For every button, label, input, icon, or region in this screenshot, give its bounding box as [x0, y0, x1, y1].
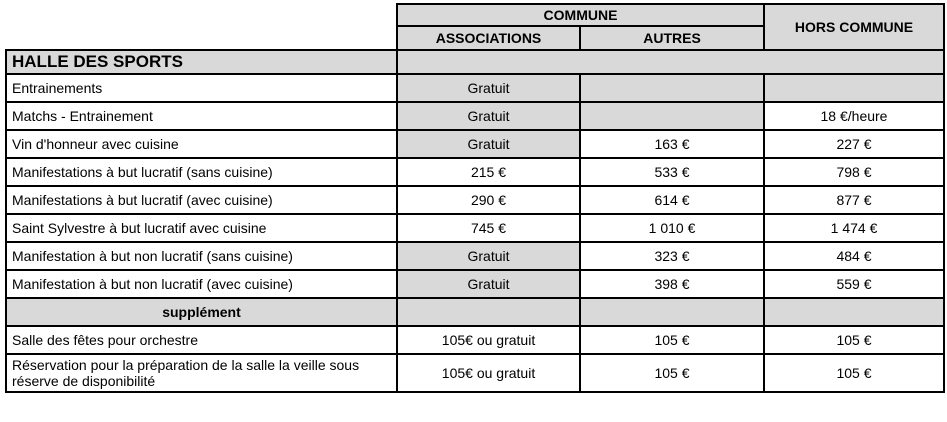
- table-row: [6, 326, 944, 354]
- cell-associations: Gratuit: [397, 270, 580, 298]
- cell-autres: 323 €: [580, 242, 764, 270]
- supplement-filler: [397, 298, 580, 326]
- cell-hors-commune: 559 €: [764, 270, 944, 298]
- row-label: Réservation pour la préparation de la salle la veille sous réserve de disponibilité: [6, 354, 397, 392]
- cell-autres: 614 €: [580, 186, 764, 214]
- row-label: Matchs - Entrainement: [6, 102, 397, 130]
- header-row-1: [6, 4, 944, 26]
- cell-associations: 215 €: [397, 158, 580, 186]
- cell-autres: 533 €: [580, 158, 764, 186]
- table-row: [6, 242, 944, 270]
- cell-associations: Gratuit: [397, 130, 580, 158]
- tarifs-table: [5, 3, 945, 393]
- table-row: [6, 186, 944, 214]
- section-row: [6, 50, 944, 74]
- table-row: [6, 102, 944, 130]
- cell-hors-commune: 105 €: [764, 326, 944, 354]
- cell-autres: 163 €: [580, 130, 764, 158]
- table-row: [6, 270, 944, 298]
- header-associations: ASSOCIATIONS: [397, 26, 580, 50]
- cell-associations: 105€ ou gratuit: [397, 354, 580, 392]
- row-label: Salle des fêtes pour orchestre: [6, 326, 397, 354]
- cell-autres: 1 010 €: [580, 214, 764, 242]
- cell-associations: 290 €: [397, 186, 580, 214]
- supplement-filler: [764, 298, 944, 326]
- cell-autres: [580, 74, 764, 102]
- cell-hors-commune: 484 €: [764, 242, 944, 270]
- header-corner-2: [6, 26, 397, 50]
- header-corner: [6, 4, 397, 26]
- cell-associations: Gratuit: [397, 102, 580, 130]
- cell-associations: 105€ ou gratuit: [397, 326, 580, 354]
- cell-hors-commune: 227 €: [764, 130, 944, 158]
- supplement-filler: [580, 298, 764, 326]
- cell-hors-commune: 1 474 €: [764, 214, 944, 242]
- supplement-row: [6, 298, 944, 326]
- cell-autres: [580, 102, 764, 130]
- row-label: Vin d'honneur avec cuisine: [6, 130, 397, 158]
- cell-autres: 105 €: [580, 326, 764, 354]
- table-row: [6, 214, 944, 242]
- section-filler: [397, 50, 944, 74]
- row-label: Saint Sylvestre à but lucratif avec cuisine: [6, 214, 397, 242]
- table-row: [6, 130, 944, 158]
- cell-hors-commune: [764, 74, 944, 102]
- row-label: Manifestations à but lucratif (sans cuisine): [6, 158, 397, 186]
- header-autres: AUTRES: [580, 26, 764, 50]
- cell-hors-commune: 18 €/heure: [764, 102, 944, 130]
- supplement-title: supplément: [6, 298, 397, 326]
- table-row: [6, 158, 944, 186]
- cell-associations: 745 €: [397, 214, 580, 242]
- row-label: Manifestations à but lucratif (avec cuisine): [6, 186, 397, 214]
- table-row: [6, 74, 944, 102]
- cell-hors-commune: 105 €: [764, 354, 944, 392]
- row-label: Entrainements: [6, 74, 397, 102]
- section-title: HALLE DES SPORTS: [6, 50, 397, 74]
- header-hors-commune: HORS COMMUNE: [764, 4, 944, 50]
- cell-autres: 105 €: [580, 354, 764, 392]
- cell-hors-commune: 877 €: [764, 186, 944, 214]
- cell-associations: Gratuit: [397, 242, 580, 270]
- table-row: [6, 354, 944, 392]
- row-label: Manifestation à but non lucratif (avec cuisine): [6, 270, 397, 298]
- cell-hors-commune: 798 €: [764, 158, 944, 186]
- header-commune: COMMUNE: [397, 4, 764, 26]
- cell-associations: Gratuit: [397, 74, 580, 102]
- row-label: Manifestation à but non lucratif (sans cuisine): [6, 242, 397, 270]
- cell-autres: 398 €: [580, 270, 764, 298]
